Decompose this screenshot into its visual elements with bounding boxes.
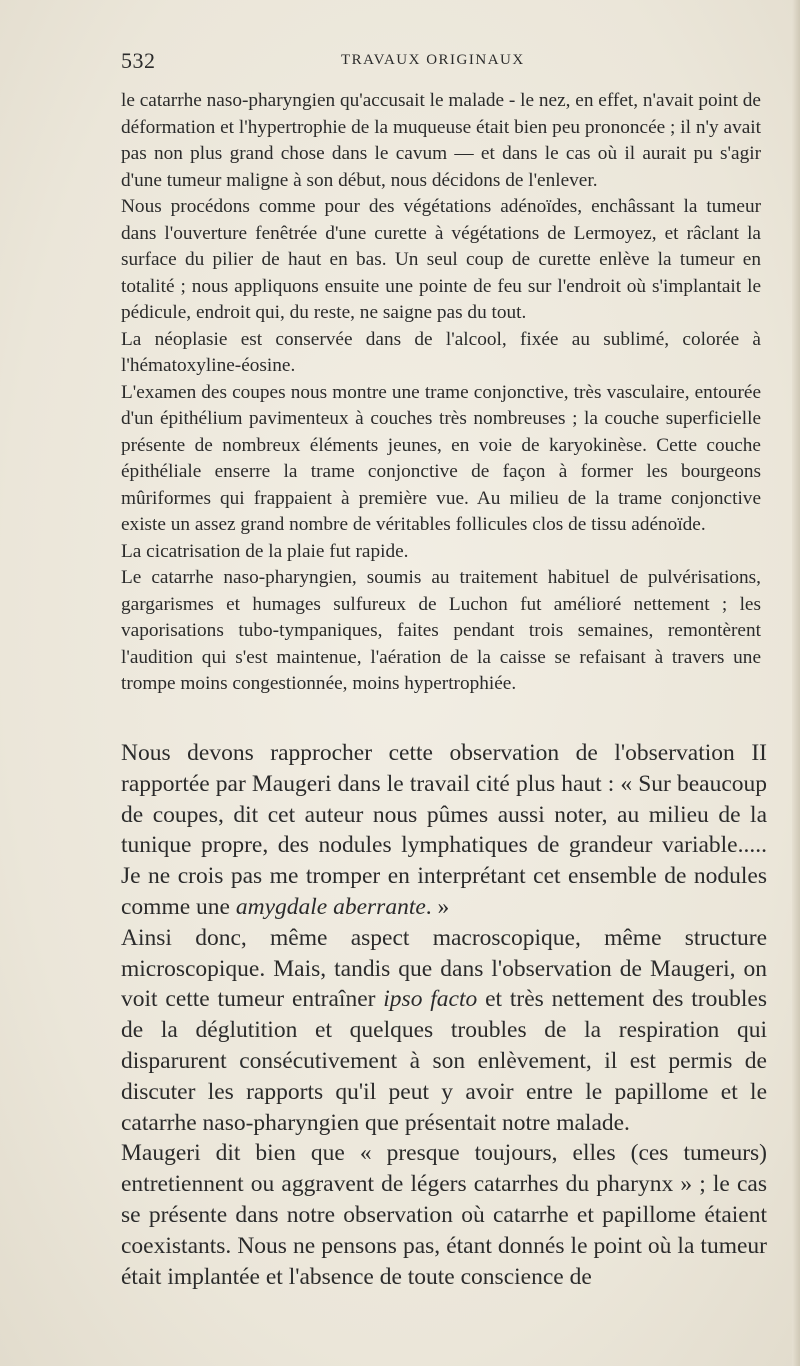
paragraph-text: Ainsi donc, même aspect macroscopique, même structure microscopique. Mais, tandis que dans l'observation de Maugeri, on voit cette tumeur entraîner	[121, 924, 767, 1013]
paragraph	[121, 923, 767, 1139]
paragraph-text: Nous devons rapprocher cette observation de l'observation II rapportée par Maugeri dans le travail cité plus haut : « Sur beaucoup de coupes, dit cet auteur nous pûmes aussi noter, au milieu de la tunique propre, des nodules lymphatiques de grandeur variable..... Je ne crois pas me tromper en interprétant cet ensemble de nodules comme une	[121, 740, 767, 920]
page-edge	[792, 0, 800, 1366]
paragraph: La néoplasie est conservée dans de l'alcool, fixée au sublimé, colorée à l'hématoxyline-éosine.	[121, 328, 761, 376]
paragraph-text: . »	[425, 893, 450, 920]
paragraph	[121, 738, 767, 923]
paragraph-text: Maugeri dit bien que « presque toujours, elles (ces tumeurs) entretiennent ou aggravent de légers catarrhes du pharynx » ; le cas se présente dans notre observation où catarrhe et papillome étaient coexistants. Nous ne pensons pas, étant donnés le point où la tumeur était implantée et l'absence de toute conscience de	[121, 1140, 767, 1290]
paragraph: Le catarrhe naso-pharyngien, soumis au traitement habituel de pulvérisations, gargarismes et humages sulfureux de Luchon fut amélioré nettement ; les vaporisations tubo-tympaniques, faites pendant trois semaines, remontèrent l'audition qui s'est maintenue, l'aération de la caisse se refaisant à travers une trompe moins congestionnée, moins hypertrophiée.	[121, 567, 761, 694]
paragraph: La cicatrisation de la plaie fut rapide.	[121, 540, 409, 562]
paragraph: Nous procédons comme pour des végétations adénoïdes, enchâssant la tumeur dans l'ouverture fenêtrée d'une curette à végétations de Lermoyez, et râclant la surface du pilier de haut en bas. Un seul coup de curette enlève la tumeur en totalité ; nous appliquons ensuite une pointe de feu sur l'endroit où s'implantait le pédicule, endroit qui, du reste, ne saigne pas du tout.	[121, 196, 761, 323]
paragraph: le catarrhe naso-pharyngien qu'accusait le malade - le nez, en effet, n'avait point de déformation et l'hypertrophie de la muqueuse était bien peu prononcée ; il n'y avait pas non plus grand chose dans le cavum — et dans le cas où il aurait pu s'agir d'une tumeur maligne à son début, nous décidons de l'enlever.	[121, 90, 761, 191]
italic-term: amygdale aberrante	[235, 893, 426, 920]
observation-text	[121, 88, 761, 698]
discussion-text	[121, 738, 767, 1292]
paragraph: L'examen des coupes nous montre une trame conjonctive, très vasculaire, entourée d'un épithélium pavimenteux à couches très nombreuses ; la couche superficielle présente de nombreux éléments jeunes, en voie de karyokinèse. Cette couche épithéliale enserre la trame conjonctive de façon à former les bourgeons mûriformes qui frappaient à première vue. Au milieu de la trame conjonctive existe un assez grand nombre de véritables follicules clos de tissu adénoïde.	[121, 381, 761, 535]
paragraph-text: et très nettement des troubles de la déglutition et quelques troubles de la respiration qui disparurent consécutivement à son enlèvement, il est permis de discuter les rapports qu'il peut y avoir entre le papillome et le catarrhe naso-pharyngien que présentait notre malade.	[121, 986, 767, 1136]
running-title: TRAVAUX ORIGINAUX	[341, 52, 525, 68]
page-number: 532	[121, 48, 156, 73]
italic-term: ipso facto	[383, 986, 478, 1013]
page-header	[121, 48, 761, 76]
paragraph	[121, 1138, 767, 1292]
